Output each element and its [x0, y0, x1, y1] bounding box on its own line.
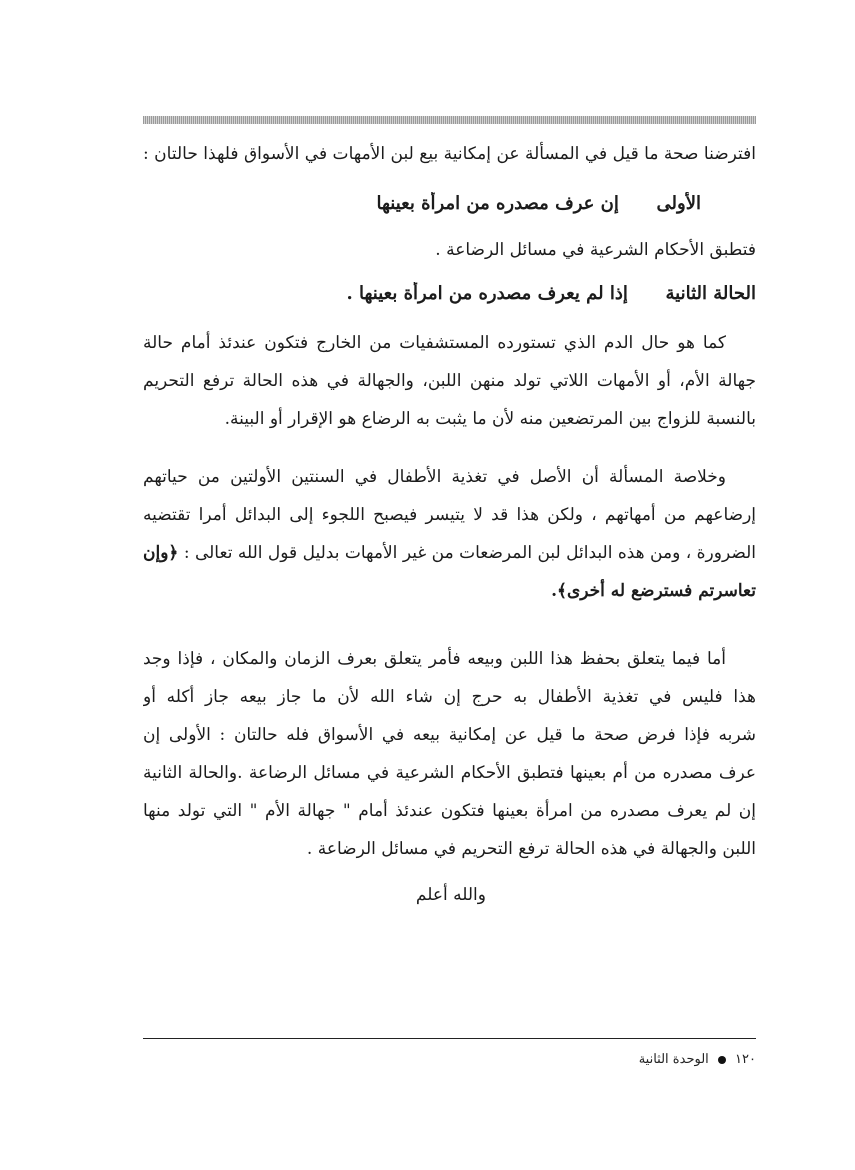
top-divider [143, 116, 756, 124]
conclusion-line: هذا فليس في تغذية الأطفال به حرج إن شاء الله لأن ما جاز بيعه جاز أكله أو [143, 687, 756, 707]
blood-paragraph [143, 324, 756, 438]
conclusion-line: إن لم يعرف مصدره من امرأة بعينها فتكون عندئذ أمام " جهالة الأم " التي تولد منها [143, 801, 756, 821]
page-body [143, 130, 756, 910]
case-first-label: الأولى [656, 193, 701, 214]
bottom-divider [143, 1038, 756, 1039]
case-first-heading [143, 192, 756, 216]
blood-line: بالنسبة للزواج بين المرتضعين منه لأن ما يثبت به الرضاع هو الإقرار أو البينة. [224, 409, 756, 429]
case-first-rule: فتطبق الأحكام الشرعية في مسائل الرضاعة . [435, 240, 756, 260]
summary-line: إرضاعهم من أمهاتهم ، ولكن هذا قد لا يتيسر فيصبح اللجوء إلى البدائل أمرا تقتضيه [143, 505, 756, 525]
blood-line: كما هو حال الدم الذي تستورده المستشفيات من الخارج فتكون عندئذ أمام حالة [143, 333, 726, 353]
case-second-heading [143, 282, 756, 306]
blood-line: جهالة الأم، أو الأمهات اللاتي تولد منهن اللبن، والجهالة في هذه الحالة ترفع التحريم [143, 371, 756, 391]
bullet-icon [718, 1056, 726, 1064]
verse-end: تعاسرتم فسترضع له أخرى﴾. [551, 581, 756, 601]
conclusion-line: شربه فإذا فرض صحة ما قيل عن إمكانية بيعه في الأسواق فله حالتان : الأولى إن [143, 725, 756, 745]
unit-label: الوحدة الثانية [638, 1052, 709, 1067]
case-first-text: إن عرف مصدره من امرأة بعينها [376, 193, 619, 214]
conclusion-paragraph [143, 640, 756, 868]
conclusion-line: أما فيما يتعلق بحفظ هذا اللبن وبيعه فأمر يتعلق بعرف الزمان والمكان ، فإذا وجد [143, 649, 726, 669]
case-second-text: إذا لم يعرف مصدره من امرأة بعينها . [346, 283, 628, 304]
summary-paragraph [143, 458, 756, 610]
conclusion-line: عرف مصدره من أم بعينها فتطبق الأحكام الشرعية في مسائل الرضاعة .والحالة الثانية [143, 763, 756, 783]
closing-phrase: والله أعلم [415, 885, 486, 905]
verse-start: ﴿وإن [143, 543, 179, 563]
conclusion-line: اللبن والجهالة في هذه الحالة ترفع التحريم في مسائل الرضاعة . [306, 839, 756, 859]
page-number: ١٢٠ [735, 1052, 756, 1067]
summary-line [143, 534, 756, 572]
summary-line-text: الضرورة ، ومن هذه البدائل لبن المرضعات من غير الأمهات بدليل قول الله تعالى : [183, 543, 756, 563]
summary-line: وخلاصة المسألة أن الأصل في تغذية الأطفال في السنتين الأولتين من حياتهم [143, 467, 726, 487]
summary-line [143, 572, 756, 610]
intro-paragraph: افترضنا صحة ما قيل في المسألة عن إمكانية بيع لبن الأمهات في الأسواق فلهذا حالتان : [143, 144, 756, 164]
case-second-label: الحالة الثانية [665, 283, 756, 304]
page-footer [605, 1052, 756, 1067]
